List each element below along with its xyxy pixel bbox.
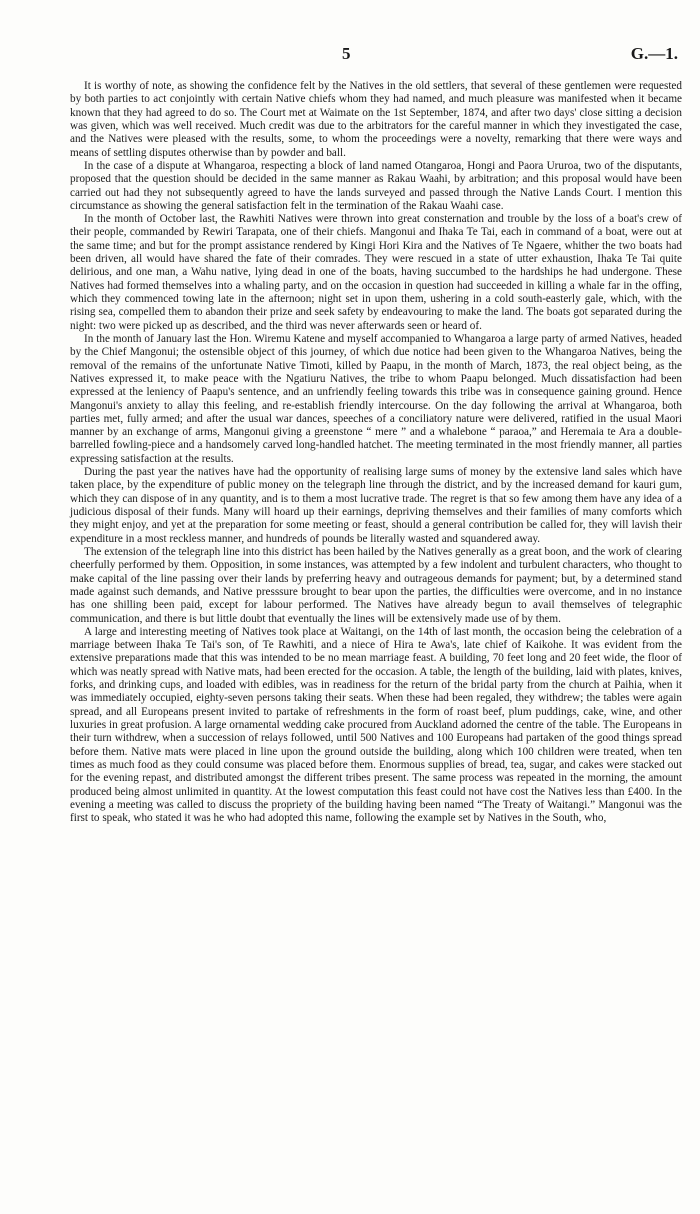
paragraph-telegraph: The extension of the telegraph line into this district has been hailed by the Natives generally as a great boon, and the work of clearing cheerfully performed by them. Opposition, in some instances, was attempted by a few indolent and turbulent characters, who thought to make capital of the line passing over their lands by preferring heavy and outrageous demands for payment; but, by a determined stand made against such demands, and Native presssure brought to bear upon the parties, the difficulties were overcome, and in no instance has one shilling been paid, except for labour performed. The Natives have already begun to avail themselves of telegraphic communication, and there is but little doubt that eventually the lines will be extensively made use of by them. — [70, 545, 682, 625]
paragraph-arbitration: It is worthy of note, as showing the confidence felt by the Natives in the old settlers, that several of these gentlemen were requested by both parties to act conjointly with certain Native chiefs whom they had named, and much pleasure was manifested when it became known that they had agreed to do so. The Court met at Waimate on the 1st September, 1874, and after two days' close sitting a decision was given, which was well received. Much credit was due to the arbitrators for the careful manner in which they investigated the case, and the Natives were pleased with the results, some, to whom the proceedings were a novelty, remarking that there were ways and means of settling disputes otherwise than by powder and ball. — [70, 80, 682, 159]
page-number: 5 — [342, 44, 351, 63]
page-header — [0, 44, 700, 66]
report-body — [70, 80, 682, 826]
paragraph-boat-loss: In the month of October last, the Rawhiti Natives were thrown into great consternation and trouble by the loss of a boat's crew of their people, commanded by Rewiri Tarapata, one of their chiefs. Mangonui and Ihaka Te Tai, each in command of a boat, were out at the same time; and but for the prompt assistance rendered by Kingi Hori Kira and the Natives of Te Ngaere, whither the two boats had been driven, all would have shared the fate of their comrades. They were rescued in a state of utter exhaustion, Ihaka Te Tai quite delirious, and one man, a Wahu native, lying dead in one of the boats, having succumbed to the hardships he had undergone. These Natives had formed themselves into a whaling party, and on the occasion in question had succeeded in killing a whale far in the offing, which they commenced towing late in the afternoon; night set in upon them, ushering in a cold south-easterly gale, which, with the rising sea, compelled them to abandon their prize and seek safety by endeavouring to make the land. The boats got separated during the night: two were picked up as described, and the third was never afterwards seen or heard of. — [70, 213, 682, 332]
paragraph-otangaroa-dispute: In the case of a dispute at Whangaroa, respecting a block of land named Otangaroa, Hongi and Paora Ururoa, two of the disputants, proposed that the question should be decided in the same manner as Rakau Waahi, by arbitration; and this proposal would have been carried out had they not subsequently agreed to have the lands surveyed and passed through the Native Lands Court. I mention this circumstance as showing the general satisfaction felt in the termination of the Rakau Waahi case. — [70, 159, 682, 212]
paragraph-land-sales: During the past year the natives have had the opportunity of realising large sums of money by the extensive land sales which have taken place, by the expenditure of public money on the telegraph line through the district, and by the increased demand for kauri gum, which they can dispose of in any quantity, and is to them a most lucrative trade. The regret is that so few among them have any idea of a judicious disposal of their funds. Many will hoard up their earnings, depriving themselves and their families of many comforts which they might enjoy, and yet at the preparation for some meeting or feast, should a general contribution be called for, they will lavish their expenditure in a most reckless manner, and hundreds of pounds be literally wasted and squandered away. — [70, 466, 682, 545]
paragraph-whangaroa-visit: In the month of January last the Hon. Wiremu Katene and myself accompanied to Whangaroa a large party of armed Natives, headed by the Chief Mangonui; the ostensible object of this journey, of which due notice had been given to the Whangaroa Natives, being the removal of the remains of the unfortunate Native Timoti, killed by Paapu, in the month of March, 1873, the real object being, as the Natives expressed it, to make peace with the Ngatiuru Natives, the tribe to whom Paapu belonged. Much dissatisfaction had been expressed at the leniency of Paapu's sentence, and an unfriendly feeling towards this tribe was in consequence gaining ground. Hence Mangonui's anxiety to allay this feeling, and re-establish friendly intercourse. On the day following the arrival at Whangaroa, both parties met, fully armed; and after the usual war dances, speeches of a conciliatory nature were delivered, ratified in the usual Maori manner by an exchange of arms, Mangonui giving a greenstone “ mere ” and a whalebone “ paraoa,” and Heremaia te Ara a double-barrelled fowling-piece and a handsomely carved long-handled hatchet. The meeting terminated in the most friendly manner, all parties expressing satisfaction at the results. — [70, 332, 682, 465]
document-reference: G.—1. — [630, 44, 678, 63]
paragraph-waitangi-marriage: A large and interesting meeting of Natives took place at Waitangi, on the 14th of last month, the occasion being the celebration of a marriage between Ihaka Te Tai's son, of Te Rawhiti, and a niece of Hira te Awa's, late chief of Kaikohe. It was evident from the extensive preparations made that this was intended to be no mean marriage feast. A building, 70 feet long and 20 feet wide, the floor of which was neatly spread with Native mats, had been erected for the occasion. A table, the length of the building, laid with plates, knives, forks, and drinking cups, and loaded with edibles, was in readiness for the return of the bridal party from the church at Paihia, when it was immediately occupied, eighty-seven persons taking their seats. When these had been regaled, they withdrew; the tables were again spread, and all Europeans present invited to partake of refreshments in the form of roast beef, plum puddings, cake, wine, and other luxuries in great profusion. A large ornamental wedding cake procured from Auckland adorned the centre of the table. The Europeans in their turn withdrew, when a succession of relays followed, until 500 Natives and 100 Europeans had partaken of the good things spread before them. Native mats were placed in line upon the ground outside the building, along which 100 children were treated, when ten times as much food as they could consume was placed before them. Enormous supplies of bread, tea, sugar, and cakes were stacked out for the evening repast, and distributed amongst the different tribes present. The same process was repeated in the morning, the amount produced being almost unlimited in quantity. At the lowest computation this feast could not have cost the Natives less than £400. In the evening a meeting was called to discuss the propriety of the building having been named “The Treaty of Waitangi.” Mangonui was the first to speak, who stated it was he who had adopted this name, following the example set by Natives in the South, who, — [70, 625, 682, 825]
